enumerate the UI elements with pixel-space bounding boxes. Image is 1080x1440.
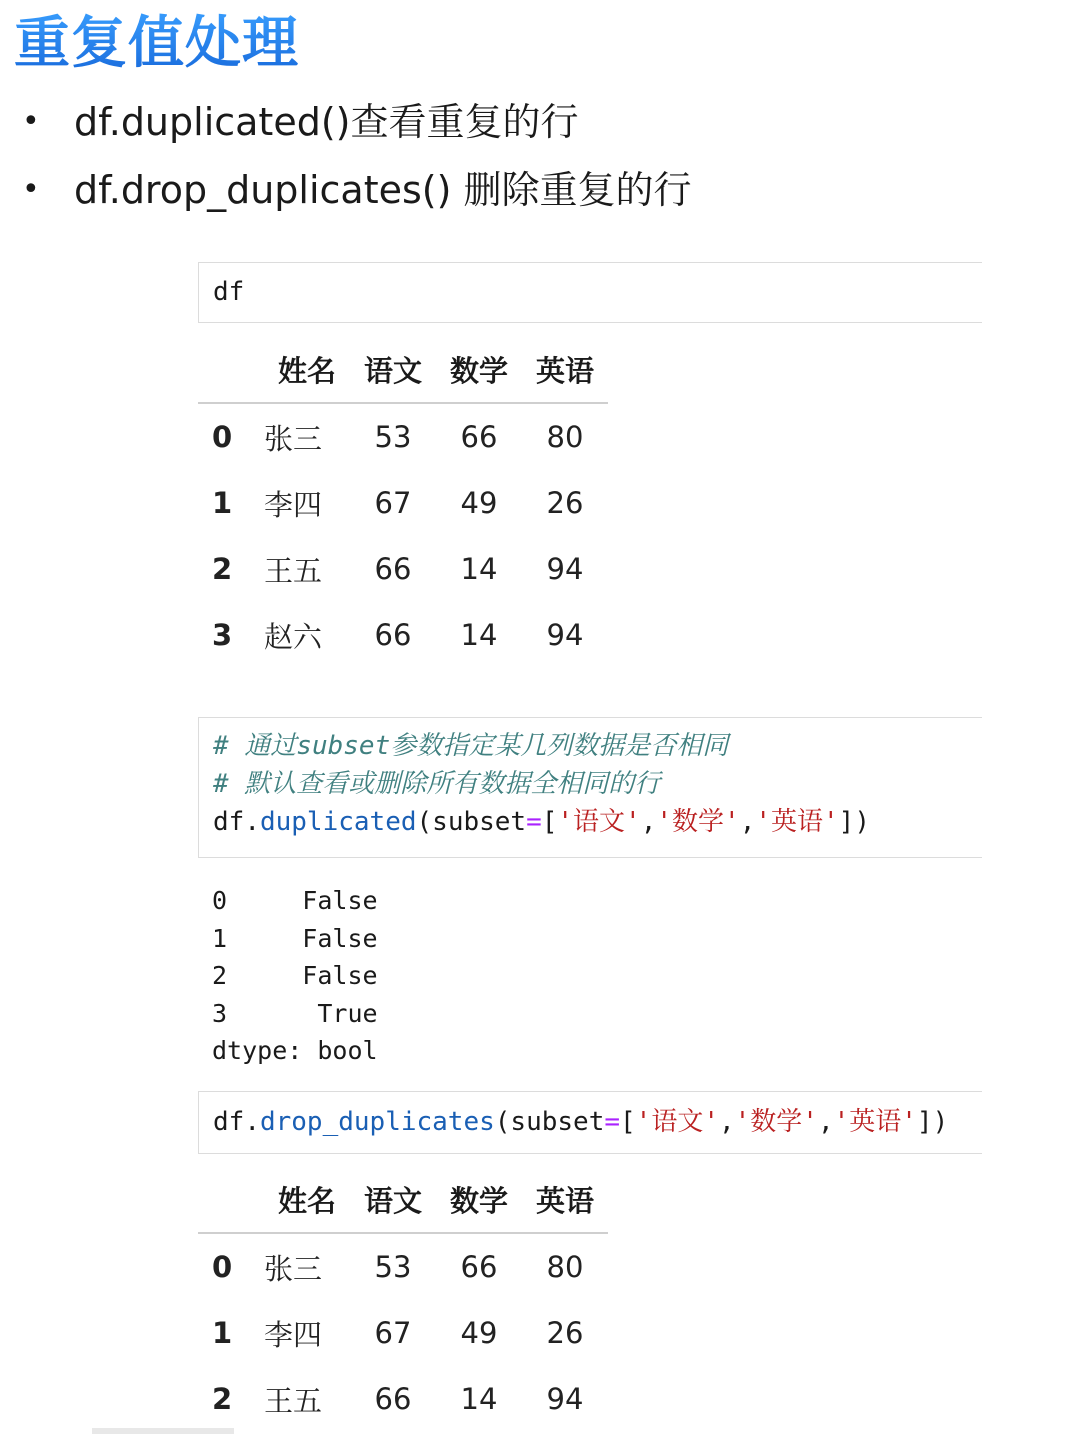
table-cell: 53 xyxy=(374,420,412,454)
dataframe-table-original xyxy=(198,336,608,668)
index-header xyxy=(198,336,264,403)
output-duplicated-series: 0 False 1 False 2 False 3 True dtype: bool xyxy=(212,886,378,1065)
code-function: drop_duplicates xyxy=(259,1107,495,1137)
table-cell: 14 xyxy=(460,618,498,652)
table-cell: 67 xyxy=(374,486,412,520)
code-token: (subset xyxy=(494,1107,605,1137)
table-cell: 张三 xyxy=(264,1251,323,1286)
column-header-chinese: 语文 xyxy=(350,1166,436,1233)
column-header-english: 英语 xyxy=(522,1166,608,1233)
table-cell: 14 xyxy=(460,1382,498,1416)
code-token: ) xyxy=(854,807,870,837)
code-token: , xyxy=(739,807,756,837)
table-cell: 66 xyxy=(374,1382,412,1416)
code-token: df xyxy=(213,807,245,837)
table-cell: 66 xyxy=(460,1250,498,1284)
table-cell: 26 xyxy=(546,486,584,520)
code-token: , xyxy=(640,807,657,837)
code-string: '语文' xyxy=(557,807,641,837)
row-index: 0 xyxy=(212,1250,233,1284)
index-header xyxy=(198,1166,264,1233)
code-comment-default: # 默认查看或删除所有数据全相同的行 xyxy=(213,769,661,799)
table-cell: 94 xyxy=(546,552,584,586)
table-cell: 49 xyxy=(460,486,498,520)
code-line-duplicated xyxy=(213,803,982,841)
column-header-math: 数学 xyxy=(436,336,522,403)
table-row xyxy=(198,1366,608,1432)
code-token: ] xyxy=(838,807,855,837)
table-cell: 66 xyxy=(374,552,412,586)
code-token: , xyxy=(817,1107,834,1137)
code-token: [ xyxy=(541,807,558,837)
table-cell: 66 xyxy=(374,618,412,652)
code-string: '数学' xyxy=(656,807,740,837)
row-index: 1 xyxy=(212,486,233,520)
cropped-footer-text xyxy=(92,1428,234,1434)
column-header-name: 姓名 xyxy=(264,1166,350,1233)
row-index: 2 xyxy=(212,552,233,586)
code-comment-subset: # 通过subset参数指定某几列数据是否相同 xyxy=(213,731,729,761)
table-cell: 赵六 xyxy=(264,619,323,654)
table-cell: 94 xyxy=(546,1382,584,1416)
table-header-row xyxy=(198,1166,608,1233)
row-index: 1 xyxy=(212,1316,233,1350)
bullet-text-drop-duplicates: df.drop_duplicates() 删除重复的行 xyxy=(74,168,692,212)
table-cell: 94 xyxy=(546,618,584,652)
bullet-dot: • xyxy=(22,172,40,207)
code-string: '数学' xyxy=(734,1107,818,1137)
code-token: [ xyxy=(620,1107,636,1137)
code-line-drop-duplicates xyxy=(213,1103,982,1141)
code-token: . xyxy=(244,1107,260,1137)
table-cell: 66 xyxy=(460,420,498,454)
code-string: '英语' xyxy=(833,1107,917,1137)
bullet-item xyxy=(0,88,1080,156)
table-cell: 王五 xyxy=(264,1383,323,1418)
code-token: ) xyxy=(932,1107,949,1137)
table-cell: 李四 xyxy=(264,1317,323,1352)
table-cell: 14 xyxy=(460,552,498,586)
code-cell-duplicated[interactable] xyxy=(198,717,982,858)
code-token: df xyxy=(213,1107,245,1137)
table-header-row xyxy=(198,336,608,403)
code-token: . xyxy=(244,807,260,837)
code-cell-drop-duplicates[interactable] xyxy=(198,1091,982,1154)
dataframe-table-deduplicated xyxy=(198,1166,608,1432)
code-token: , xyxy=(718,1107,735,1137)
column-header-chinese: 语文 xyxy=(350,336,436,403)
table-row xyxy=(198,470,608,536)
bullet-dot: • xyxy=(22,104,40,139)
column-header-name: 姓名 xyxy=(264,336,350,403)
table-row xyxy=(198,1300,608,1366)
table-row xyxy=(198,1233,608,1300)
table-row xyxy=(198,536,608,602)
page-title: 重复值处理 xyxy=(14,6,299,82)
code-operator: = xyxy=(526,807,542,837)
table-cell: 26 xyxy=(546,1316,584,1350)
code-operator: = xyxy=(604,1107,621,1137)
code-line: df xyxy=(213,277,245,307)
code-cell-df[interactable] xyxy=(198,262,982,323)
bullet-item xyxy=(0,156,1080,224)
code-string: '语文' xyxy=(635,1107,719,1137)
table-cell: 49 xyxy=(460,1316,498,1350)
code-function: duplicated xyxy=(259,807,417,837)
code-token: ] xyxy=(916,1107,933,1137)
code-string: '英语' xyxy=(755,807,839,837)
table-cell: 张三 xyxy=(264,421,323,456)
bullet-text-duplicated: df.duplicated()查看重复的行 xyxy=(74,100,579,144)
table-row xyxy=(198,403,608,470)
table-cell: 王五 xyxy=(264,553,323,588)
table-cell: 67 xyxy=(374,1316,412,1350)
row-index: 3 xyxy=(212,618,233,652)
table-row xyxy=(198,602,608,668)
table-cell: 80 xyxy=(546,420,584,454)
table-cell: 李四 xyxy=(264,487,323,522)
table-cell: 53 xyxy=(374,1250,412,1284)
code-token: (subset xyxy=(416,807,527,837)
table-cell: 80 xyxy=(546,1250,584,1284)
column-header-math: 数学 xyxy=(436,1166,522,1233)
bullet-list xyxy=(0,88,1080,224)
column-header-english: 英语 xyxy=(522,336,608,403)
row-index: 2 xyxy=(212,1382,233,1416)
row-index: 0 xyxy=(212,420,233,454)
